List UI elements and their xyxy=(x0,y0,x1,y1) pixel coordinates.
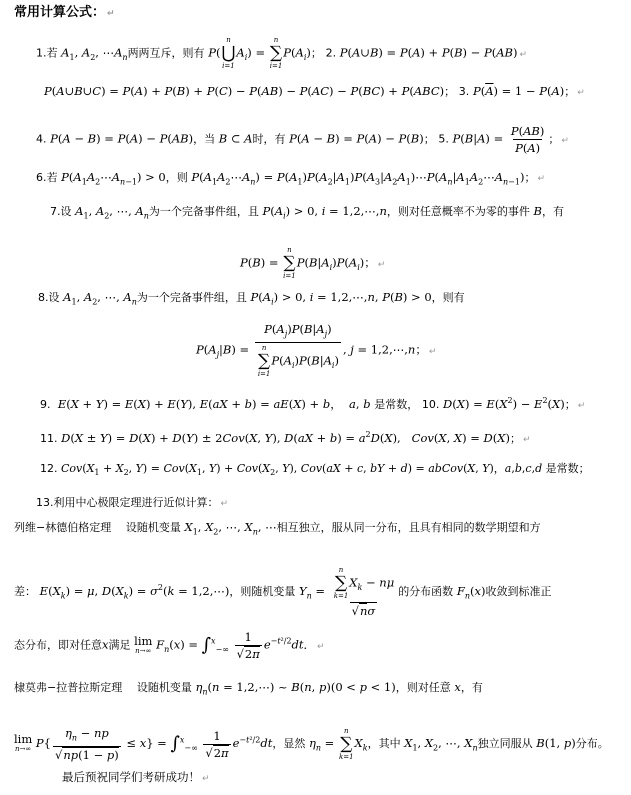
demoivre-line-1: 棣莫弗−拉普拉斯定理 设随机变量 $\eta_n(n$ = 1,2,⋯) ~ B(n, p)(0 < p < 1)，则对任意 x，有 xyxy=(14,680,483,697)
formula-line-3: 4. P(A − B) = P(A) − P(AB)，当 B ⊂ A时，有 P(A − B) = P(A) − P(B)； 5. P(B|A) = $\frac{P(AB)}{P(A)}$ ； ↵ xyxy=(36,124,569,155)
formula-line-9: 9. E(X + Y) = E(X) + E(Y), E(aX + b) = aE(X) + b， a, b 是常数， 10. $D(X) = E(X^2) - E^2(X)$； ↵ xyxy=(40,396,586,411)
section-13-title: 13.利用中心极限定理进行近似计算： ↵ xyxy=(36,496,229,509)
formula-line-8: 8.设 $A_1$, $A_2$, ⋯, $A_n$为一个完备事件组，且 $P(A_i) > 0$, i = 1,2,⋯,n, P(B) > 0，则有 xyxy=(38,290,465,307)
lindeberg-line-2: 差： $E(X_k) = \mu$, $D(X_k) = \sigma^2(k$ = 1,2,⋯)，则随机变量 $Y_n$ = n ∑ k=1 $X_k - n\mu$ √nσ 的分布函数 $F_n(x)$收敛到标准正 xyxy=(14,566,552,618)
formula-8-body: $P(A_j|B)$ = $P(A_j)P(B|A_j)$ n ∑ i=1 $P(A_i)P(B|A_i)$ , j = 1,2,⋯,n； ↵ xyxy=(196,322,437,379)
closing-text: 最后预祝同学们考研成功！ ↵ xyxy=(62,770,210,784)
page-title xyxy=(14,6,115,21)
formula-line-2: P(A∪B∪C) = P(A) + P(B) + P(C) − P(AB) − P(AC) − P(BC) + P(ABC)； 3. $P(\overline{A}) = 1 - P(A)$； ↵ xyxy=(44,84,585,98)
title-text: 常用计算公式： xyxy=(14,5,106,20)
formula-line-6: 6.若 $P(A_1A_2\cdots A_{n-1}) > 0$，则 $P(A_1A_2\cdots A_n)$ = $P(A_1)P(A_2|A_1)P(A_3|A_2A_1)\cdots P(A_n|A_1A_2\cdots A_{n-1})$； ↵ xyxy=(36,170,546,187)
formula-line-11: 11. D(X ± Y) = D(X) + D(Y) ± 2Cov(X, Y), $D(aX + b) = a^2D(X)$, Cov(X, X) = D(X)； ↵ xyxy=(40,430,531,445)
formula-line-12: 12. $Cov(X_1 + X_2$, $Y) = Cov(X_1$, $Y) + Cov(X_2$, Y), Cov(aX + c, bY + d) = abCov(X, Y)，a,b,c,d 是常数； xyxy=(40,462,590,478)
lindeberg-line-3: 态分布，即对任意x满足 lim n→∞ $F_n(x) = \int^x_{-\infty}$ $\frac{1}{√2\pi}$ $e^{-t^2/2}dt$． ↵ xyxy=(14,630,325,661)
demoivre-line-2: lim n→∞ P{ $\frac{\eta_n - np}{√np(1 - p)}$ ≤ x} = ∫$^x_{-\infty}$ $\frac{1}{√2\pi}$ $e^{-t^2/2}dt$，显然 $\eta_n$ = n ∑ k=1 $X_k$，其中 $X_1$, $X_2$, ⋯, $X_n$独立同服从 B(1, p)分布。 xyxy=(14,726,609,763)
formula-7-body: P(B) = n ∑ i=1 $P(B|A_i)P(A_i)$； ↵ xyxy=(240,246,386,280)
paragraph-mark-icon: ↵ xyxy=(107,9,115,19)
formula-line-7: 7.设 $A_1$, $A_2$, ⋯, $A_n$为一个完备事件组，且 $P(A_i) > 0$, i = 1,2,⋯,n，则对任意概率不为零的事件 B，有 xyxy=(50,204,564,221)
lindeberg-line-1: 列维−林德伯格定理 设随机变量 $X_1$, $X_2$, ⋯, $X_n$, ⋯相互独立，服从同一分布，且具有相同的数学期望和方 xyxy=(14,520,541,537)
formula-line-1: 1.若 $A_1$, $A_2$, $\cdots A_n$两两互斥，则有 P( n ⋃ i=1 $A_i$) = n ∑ i=1 $P(A_i)$； 2. P(A∪B) = P(A) + P(B) − P(AB) ↵ xyxy=(36,36,528,70)
